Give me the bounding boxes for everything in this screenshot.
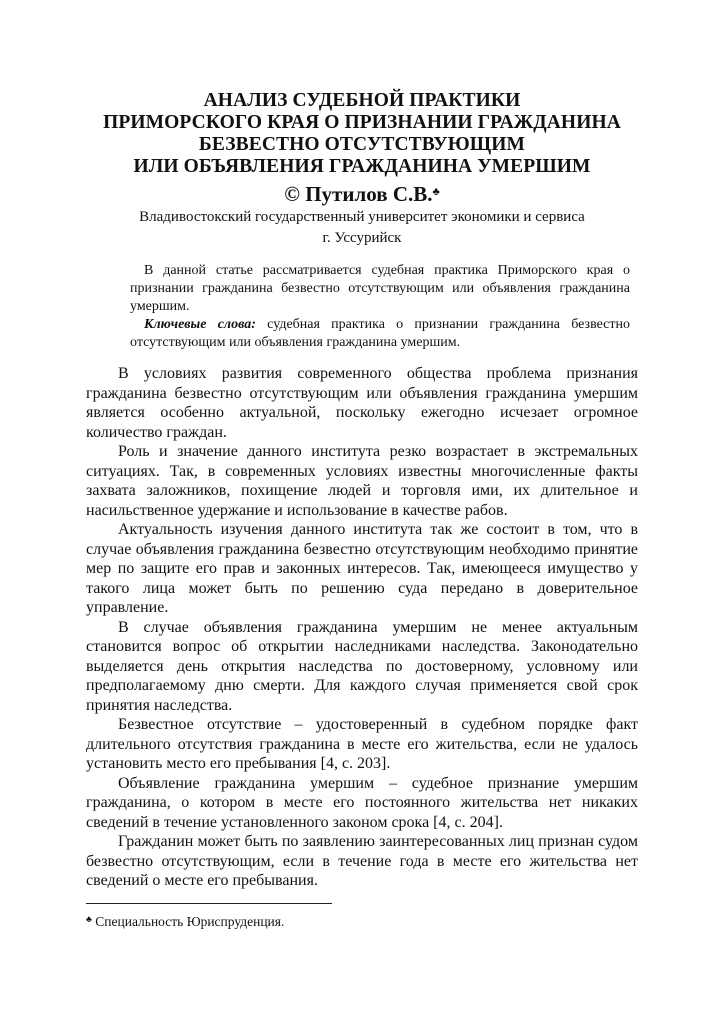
article xyxy=(86,90,638,891)
article-title xyxy=(86,90,638,178)
footnote-mark: ♣ xyxy=(86,914,92,924)
title-line: ПРИМОРСКОГО КРАЯ О ПРИЗНАНИИ ГРАЖДАНИНА xyxy=(103,112,621,133)
paragraph: Гражданин может быть по заявлению заинтересованных лиц признан судом безвестно отсутствующим, если в течение года в месте его жительства нет сведений о месте его пребывания. xyxy=(86,833,638,889)
body-text xyxy=(86,364,638,891)
keywords xyxy=(130,316,630,352)
abstract-text: В данной статье рассматривается судебная практика Приморского края о признании гражданина безвестно отсутствующим или объявления гражданина умершим. xyxy=(130,263,630,314)
paragraph: Безвестное отсутствие – удостоверенный в судебном порядке факт длительного отсутствия гражданина в месте его жительства, если не удалось установить место его пребывания [4, с. 203]. xyxy=(86,716,638,772)
paragraph: Роль и значение данного института резко возрастает в экстремальных ситуациях. Так, в современных условиях известны многочисленные факты захвата заложников, похищение людей и торговля ими, их длительное и насильственное удержание и использование в качестве рабов. xyxy=(86,443,638,519)
abstract-block xyxy=(130,262,630,352)
footnote xyxy=(86,914,284,930)
affiliation: Владивостокский государственный университет экономики и сервиса xyxy=(139,209,585,225)
author-name: © Путилов С.В. xyxy=(284,182,433,206)
keywords-text: судебная практика о признании гражданина безвестно отсутствующим или объявления гражданина умершим. xyxy=(130,317,630,350)
city: г. Уссурийск xyxy=(322,230,402,246)
paragraph: Актуальность изучения данного института так же состоит в том, что в случае объявления гражданина безвестно отсутствующим необходимо принятие мер по защите его прав и законных интересов. Так, имеющееся имущество у такого лица может быть по решению суда передано в доверительное управление. xyxy=(86,521,638,616)
paragraph: Объявление гражданина умершим – судебное признание умершим гражданина, о котором в месте его постоянного жительства нет никаких сведений в течение установленного законом срока [4, с. 204]. xyxy=(86,774,638,831)
title-line: БЕЗВЕСТНО ОТСУТСТВУЮЩИМ xyxy=(198,134,526,155)
author-footnote-mark: ♣ xyxy=(432,186,440,198)
author-line xyxy=(86,182,638,206)
title-line: ИЛИ ОБЪЯВЛЕНИЯ ГРАЖДАНИНА УМЕРШИМ xyxy=(133,156,591,177)
footnote-divider xyxy=(86,903,332,904)
paragraph: В случае объявления гражданина умершим не менее актуальным становится вопрос об открытии наследниками наследства. Законодательно выделяется день открытия наследства по достоверному, условному или предполагаемому дню смерти. Для каждого случая применяется свой срок принятия наследства. xyxy=(86,618,638,714)
footnote-text: Специальность Юриспруденция. xyxy=(95,914,285,929)
paragraph: В условиях развития современного общества проблема признания гражданина безвестно отсутствующим или объявления гражданина умершим является особенно актуальной, поскольку ежегодно исчезает огромное количество граждан. xyxy=(86,365,638,441)
title-line: АНАЛИЗ СУДЕБНОЙ ПРАКТИКИ xyxy=(203,90,521,111)
keywords-label: Ключевые слова: xyxy=(144,317,256,332)
